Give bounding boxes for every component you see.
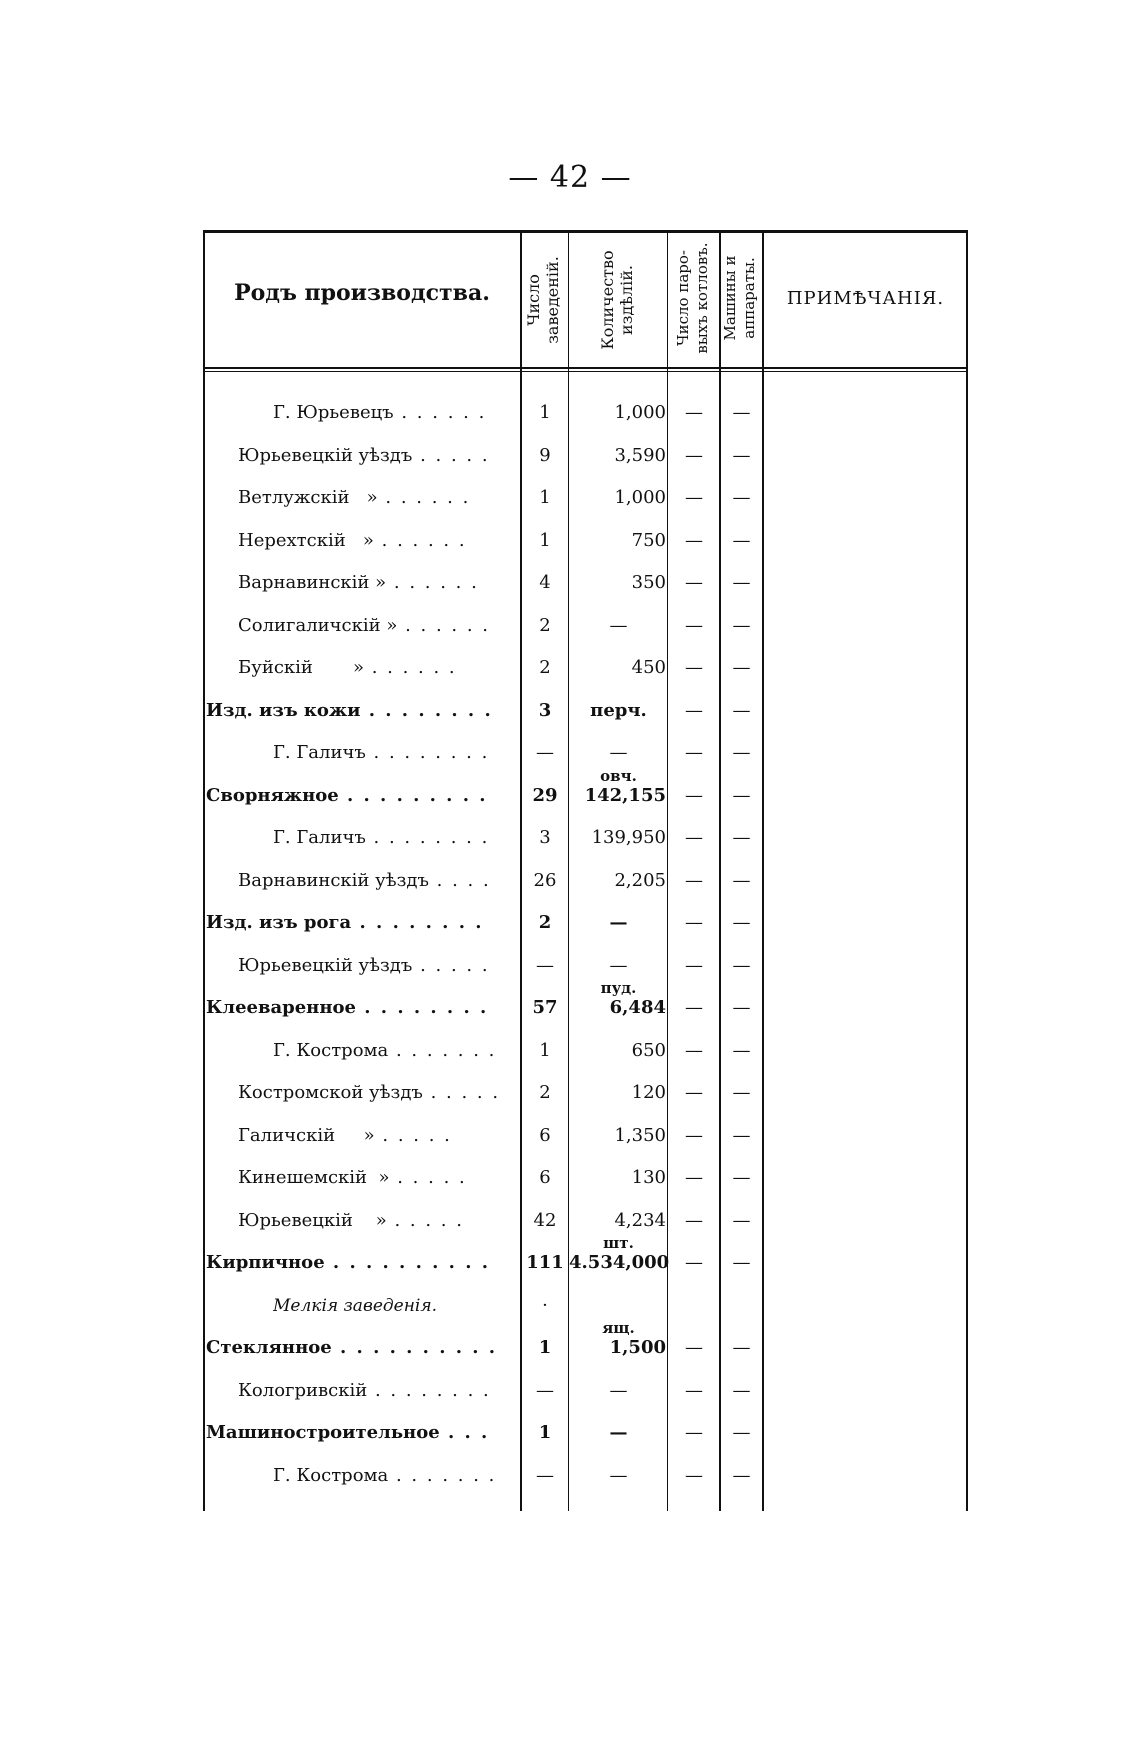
- production-name: [206, 1252, 515, 1274]
- quantity-cell: 450: [631, 657, 666, 678]
- quantity-cell: 120: [631, 1082, 666, 1103]
- production-label: Юрьевецкій »: [238, 1209, 387, 1231]
- machines-cell: —: [732, 444, 751, 466]
- production-label: Машиностроительное: [206, 1422, 440, 1443]
- production-label: Кологривскій: [238, 1379, 368, 1401]
- count-cell: 3: [538, 699, 552, 721]
- leader-dots: . . . . . .: [363, 657, 457, 678]
- leader-dots: . . . . . . .: [388, 1464, 497, 1486]
- leader-dots: . . . . . .: [373, 529, 467, 551]
- boilers-cell: —: [685, 572, 703, 593]
- table-row: [203, 1319, 968, 1369]
- boilers-cell: —: [685, 657, 703, 678]
- production-label: Солигаличскій »: [238, 614, 398, 636]
- production-label: Костромской уѣздъ: [238, 1082, 423, 1103]
- production-label: Г. Галичъ: [273, 827, 366, 848]
- header-notes: ПРИМѢЧАНІЯ.: [786, 288, 945, 309]
- boilers-cell: —: [685, 1039, 703, 1061]
- boilers-cell: —: [685, 1167, 703, 1188]
- production-name: [238, 1210, 515, 1232]
- quantity-cell: перч.: [590, 699, 647, 721]
- boilers-cell: —: [685, 784, 703, 806]
- machines-cell: —: [732, 1422, 751, 1443]
- machines-cell: —: [732, 1252, 751, 1273]
- count-cell: 3: [539, 827, 551, 848]
- production-name: [238, 657, 515, 679]
- leader-dots: . . . . . . . .: [365, 742, 490, 763]
- production-label: Юрьевецкій уѣздъ: [238, 444, 413, 466]
- boilers-cell: —: [685, 614, 703, 636]
- table-row: [203, 690, 968, 732]
- leader-dots: . . . .: [428, 869, 491, 891]
- boilers-cell: —: [685, 1209, 703, 1231]
- production-label: Г. Кострома: [273, 1039, 389, 1061]
- quantity-cell: 1,000: [614, 402, 666, 423]
- count-cell: 57: [532, 997, 558, 1018]
- count-cell: 2: [538, 912, 552, 933]
- leader-dots: . . .: [439, 1422, 490, 1443]
- machines-cell: —: [732, 1167, 751, 1188]
- table-row: [203, 1030, 968, 1072]
- table-row: [203, 1072, 968, 1114]
- boilers-cell: —: [685, 1379, 703, 1401]
- production-label: Нерехтскій »: [238, 529, 374, 551]
- count-cell: 111: [526, 1252, 564, 1273]
- production-name: [273, 1465, 515, 1487]
- count-cell: 26: [533, 869, 557, 891]
- machines-cell: —: [732, 742, 751, 763]
- production-label: Стеклянное: [206, 1337, 332, 1358]
- quantity-cell: 1,350: [614, 1124, 666, 1146]
- table-row: [203, 520, 968, 562]
- count-cell: 6: [539, 1124, 551, 1146]
- production-label: Изд. изъ кожи: [206, 699, 361, 721]
- boilers-cell: —: [685, 742, 703, 763]
- table-row: [203, 477, 968, 519]
- quantity-cell: 650: [631, 1039, 666, 1061]
- machines-cell: —: [732, 1464, 751, 1486]
- production-name: [238, 955, 515, 977]
- production-name: [273, 1295, 515, 1317]
- production-label: Кирпичное: [206, 1252, 325, 1273]
- table-row: [203, 766, 968, 817]
- table-row: [203, 1157, 968, 1199]
- count-cell: 1: [539, 402, 551, 423]
- boilers-cell: —: [685, 1422, 703, 1443]
- header-production: Родъ производства.: [234, 280, 490, 306]
- production-label: Г. Юрьевецъ: [273, 402, 394, 423]
- production-label: Мелкія заведенія.: [273, 1295, 438, 1316]
- count-cell: 2: [539, 1082, 551, 1103]
- leader-dots: . . . . . . . . .: [338, 784, 488, 806]
- count-cell: 6: [539, 1167, 551, 1188]
- boilers-cell: —: [685, 1124, 703, 1146]
- machines-cell: —: [732, 529, 751, 551]
- quantity-cell: 1,000: [614, 487, 666, 508]
- production-label: Варнавинскій »: [238, 572, 387, 593]
- quantity-cell: 139,950: [591, 827, 666, 848]
- header-machines: Машины и аппараты.: [721, 255, 758, 341]
- count-cell: —: [536, 1464, 554, 1486]
- production-name: [238, 1380, 515, 1402]
- count-cell: 29: [532, 784, 558, 806]
- production-name: [206, 700, 515, 722]
- production-name: [238, 487, 515, 509]
- production-label: Варнавинскій уѣздъ: [238, 869, 429, 891]
- quantity-cell: 142,155: [584, 784, 666, 806]
- production-name: [238, 445, 515, 467]
- boilers-cell: —: [685, 1082, 703, 1103]
- header-bottom-rule: [203, 367, 968, 369]
- boilers-cell: —: [685, 444, 703, 466]
- boilers-cell: —: [685, 869, 703, 891]
- production-name: [238, 530, 515, 552]
- unit-label: ящ.: [602, 1319, 635, 1337]
- boilers-cell: —: [685, 997, 703, 1018]
- count-cell: 4: [539, 572, 551, 593]
- leader-dots: . . . . . .: [397, 614, 491, 636]
- leader-dots: . . . . .: [389, 1167, 467, 1188]
- count-cell: —: [536, 954, 554, 976]
- header-bottom-rule-2: [203, 371, 968, 372]
- machines-cell: —: [732, 657, 751, 678]
- table-row: [203, 1115, 968, 1157]
- page-number: — 42 —: [508, 160, 632, 195]
- table-top-border: [203, 230, 968, 233]
- table-row: [203, 1455, 968, 1497]
- leader-dots: . . . . . . . .: [365, 827, 490, 848]
- leader-dots: . . . . . .: [377, 487, 471, 508]
- boilers-cell: —: [685, 1464, 703, 1486]
- leader-dots: . . . . .: [374, 1124, 452, 1146]
- table-row: [203, 817, 968, 859]
- production-name: [206, 997, 515, 1019]
- count-cell: 9: [539, 444, 551, 466]
- header-count: Число заведеній.: [524, 256, 562, 344]
- header-quantity: Количество издѣлій.: [598, 250, 636, 350]
- production-label: Сворняжное: [206, 784, 339, 806]
- quantity-cell: 130: [631, 1167, 666, 1188]
- leader-dots: . . . . . . . .: [356, 997, 489, 1018]
- quantity-cell: 2,205: [614, 869, 666, 891]
- quantity-cell: —: [609, 1464, 628, 1486]
- production-name: [206, 912, 515, 934]
- count-cell: 1: [539, 1039, 551, 1061]
- machines-cell: —: [732, 912, 751, 933]
- quantity-cell: 4,234: [614, 1209, 666, 1231]
- unit-label: шт.: [603, 1234, 634, 1252]
- count-cell: 1: [539, 529, 551, 551]
- machines-cell: —: [732, 1209, 751, 1231]
- leader-dots: . . . . .: [422, 1082, 501, 1103]
- quantity-cell: —: [609, 954, 628, 976]
- machines-cell: —: [732, 827, 751, 848]
- quantity-cell: 1,500: [609, 1337, 666, 1358]
- table-row: [203, 902, 968, 944]
- leader-dots: . . . . . . . . . .: [324, 1252, 490, 1273]
- machines-cell: —: [732, 869, 751, 891]
- production-name: [238, 1167, 515, 1189]
- quantity-cell: —: [609, 1422, 628, 1443]
- count-cell: 2: [539, 614, 551, 636]
- quantity-cell: 3,590: [614, 444, 666, 466]
- production-name: [238, 870, 515, 892]
- table-row: [203, 605, 968, 647]
- boilers-cell: —: [685, 1337, 703, 1358]
- leader-dots: . . . . . . .: [388, 1039, 497, 1061]
- production-label: Изд. изъ рога: [206, 912, 352, 933]
- production-label: Юрьевецкій уѣздъ: [238, 954, 413, 976]
- production-name: [238, 1125, 515, 1147]
- table-row: [203, 860, 968, 902]
- production-table: [203, 230, 968, 1511]
- count-cell: 1: [538, 1422, 552, 1443]
- table-row: [203, 1370, 968, 1412]
- boilers-cell: —: [685, 1252, 703, 1273]
- production-label: Буйскій »: [238, 657, 364, 678]
- production-label: Клееваренное: [206, 997, 356, 1018]
- table-row: [203, 647, 968, 689]
- production-name: [273, 402, 515, 424]
- quantity-cell: —: [609, 614, 628, 636]
- machines-cell: —: [732, 954, 751, 976]
- machines-cell: —: [732, 572, 751, 593]
- machines-cell: —: [732, 1124, 751, 1146]
- boilers-cell: —: [685, 912, 703, 933]
- production-label: Г. Кострома: [273, 1464, 389, 1486]
- production-name: [206, 1337, 515, 1359]
- quantity-cell: 6,484: [609, 997, 666, 1018]
- leader-dots: . . . . .: [412, 954, 490, 976]
- production-label: Кинешемскій »: [238, 1167, 390, 1188]
- machines-cell: —: [732, 402, 751, 423]
- quantity-cell: 4.534,000: [569, 1252, 670, 1273]
- unit-label: пуд.: [600, 979, 637, 997]
- production-name: [206, 1422, 515, 1444]
- count-cell: 42: [533, 1209, 557, 1231]
- leader-dots: . . . . . . . .: [367, 1379, 491, 1401]
- table-row: [203, 979, 968, 1029]
- machines-cell: —: [732, 997, 751, 1018]
- production-name: [273, 827, 515, 849]
- production-name: [273, 1040, 515, 1062]
- boilers-cell: —: [685, 529, 703, 551]
- leader-dots: . . . . . . . . . .: [331, 1337, 498, 1358]
- quantity-cell: —: [609, 1379, 628, 1401]
- header-boilers: Число паро-выхъ котловъ.: [674, 242, 711, 354]
- production-name: [206, 785, 515, 807]
- machines-cell: —: [732, 1379, 751, 1401]
- machines-cell: —: [732, 487, 751, 508]
- table-row: [203, 1412, 968, 1454]
- count-cell: —: [536, 742, 554, 763]
- count-cell: 1: [539, 487, 551, 508]
- production-label: Галичскій »: [238, 1124, 375, 1146]
- count-cell: ·: [542, 1294, 548, 1316]
- machines-cell: —: [732, 699, 751, 721]
- quantity-cell: 750: [631, 529, 666, 551]
- leader-dots: . . . . . .: [386, 572, 479, 593]
- production-name: [238, 1082, 515, 1104]
- boilers-cell: —: [685, 827, 703, 848]
- table-row: [203, 435, 968, 477]
- table-row: [203, 1234, 968, 1284]
- production-label: Ветлужскій »: [238, 487, 378, 508]
- machines-cell: —: [732, 1337, 751, 1358]
- count-cell: —: [536, 1379, 554, 1401]
- machines-cell: —: [732, 614, 751, 636]
- production-label: Г. Галичъ: [273, 742, 366, 763]
- production-name: [238, 615, 515, 637]
- leader-dots: . . . . . . . .: [360, 699, 493, 721]
- count-cell: 1: [538, 1337, 552, 1358]
- boilers-cell: —: [685, 699, 703, 721]
- count-cell: 2: [539, 657, 551, 678]
- machines-cell: —: [732, 1039, 751, 1061]
- quantity-cell: 350: [631, 572, 666, 593]
- leader-dots: . . . . .: [386, 1209, 464, 1231]
- boilers-cell: —: [685, 487, 703, 508]
- quantity-cell: —: [609, 742, 628, 763]
- production-name: [273, 742, 515, 764]
- unit-label: овч.: [600, 766, 637, 785]
- leader-dots: . . . . . . . .: [351, 912, 484, 933]
- production-name: [238, 572, 515, 594]
- quantity-cell: —: [609, 912, 628, 933]
- leader-dots: . . . . .: [412, 444, 490, 466]
- boilers-cell: —: [685, 954, 703, 976]
- machines-cell: —: [732, 784, 751, 806]
- leader-dots: . . . . . .: [393, 402, 487, 423]
- table-row: [203, 562, 968, 604]
- boilers-cell: —: [685, 402, 703, 423]
- table-row: [203, 392, 968, 434]
- machines-cell: —: [732, 1082, 751, 1103]
